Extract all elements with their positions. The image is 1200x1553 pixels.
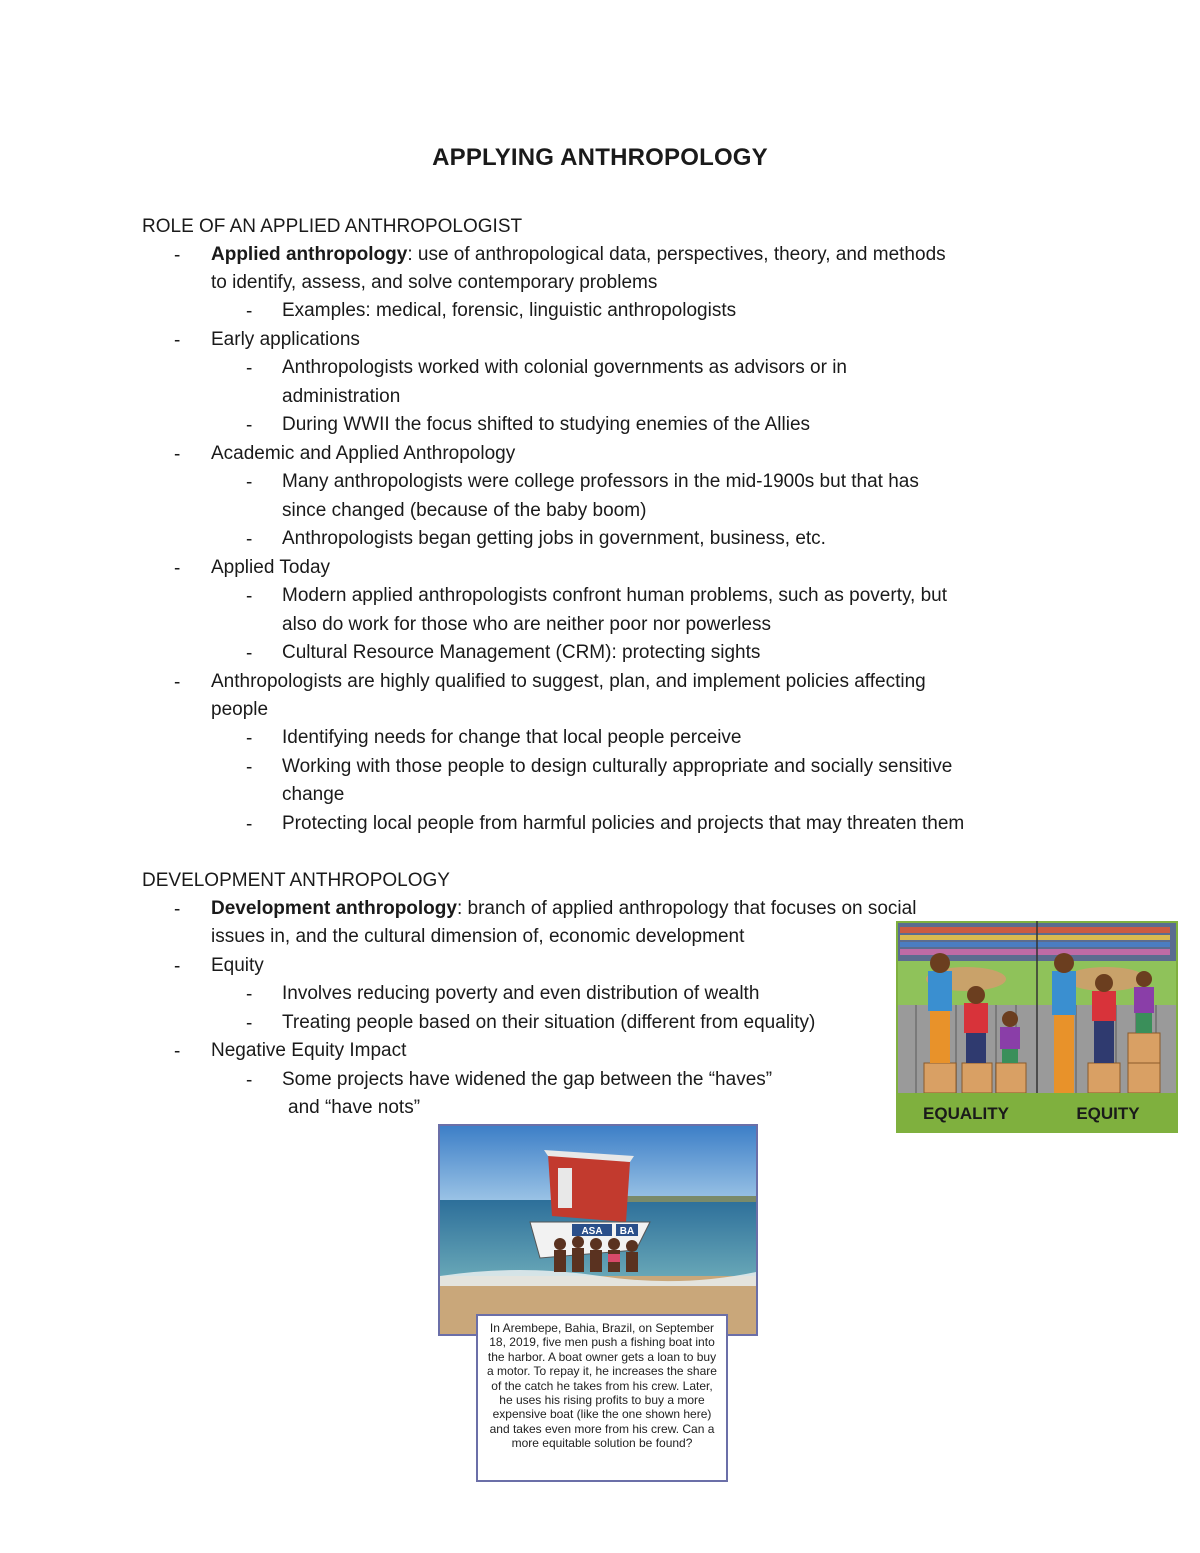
equality-label: EQUALITY: [923, 1104, 1009, 1123]
bullet-applied-anthropology: [211, 241, 946, 269]
boat-photo: [438, 1124, 758, 1336]
page-title: APPLYING ANTHROPOLOGY: [432, 144, 768, 171]
bullet-dash: -: [246, 984, 253, 1005]
term-applied-anthropology: Applied anthropology: [211, 244, 408, 265]
boat-photo-drawing: [440, 1126, 756, 1334]
equality-equity-drawing: [896, 921, 1178, 1133]
bullet-dash: -: [174, 245, 181, 266]
sub-bullet: Many anthropologists were college professors in the mid-1900s but that has: [282, 471, 919, 492]
equality-equity-illustration: [896, 921, 1178, 1133]
bullet-dash: -: [246, 1013, 253, 1034]
bullet-continuation: people: [211, 699, 269, 720]
bullet-dash: -: [174, 444, 181, 465]
bullet-anthropologists-qualified: Anthropologists are highly qualified to suggest, plan, and implement policies affecting: [211, 671, 926, 692]
sub-bullet: Working with those people to design culturally appropriate and socially sensitive: [282, 756, 953, 777]
bullet-continuation: to identify, assess, and solve contemporary problems: [211, 272, 658, 293]
sub-bullet-continuation: also do work for those who are neither poor nor powerless: [282, 614, 771, 635]
sub-bullet-continuation: since changed (because of the baby boom): [282, 500, 647, 521]
sub-bullet: Anthropologists began getting jobs in government, business, etc.: [282, 528, 826, 549]
bullet-dash: -: [246, 643, 253, 664]
bullet-dash: -: [246, 728, 253, 749]
boat-photo-caption: In Arembepe, Bahia, Brazil, on September 18, 2019, five men push a fishing boat into the harbor. A boat owner gets a loan to buy a motor. To repay it, he increases the share of the catch he takes from his crew. Later, he uses his rising profits to buy a more expensive boat (like the one shown here) and takes even more from his crew. Can a more equitable solution be found?: [476, 1314, 728, 1482]
term-development-anthropology: Development anthropology: [211, 898, 457, 919]
sub-bullet: Involves reducing poverty and even distribution of wealth: [282, 983, 760, 1004]
bullet-dash: -: [246, 1070, 253, 1091]
sub-bullet: During WWII the focus shifted to studying enemies of the Allies: [282, 414, 811, 435]
bullet-dash: -: [174, 672, 181, 693]
section-heading-development: DEVELOPMENT ANTHROPOLOGY: [142, 870, 450, 891]
sub-bullet: Modern applied anthropologists confront human problems, such as poverty, but: [282, 585, 948, 606]
bullet-dash: -: [246, 358, 253, 379]
bullet-dash: -: [246, 529, 253, 550]
sub-bullet: Cultural Resource Management (CRM): protecting sights: [282, 642, 761, 663]
sub-bullet-continuation: and “have nots”: [288, 1097, 421, 1118]
definition-text: : branch of applied anthropology that focuses on social: [456, 898, 917, 919]
definition-text: : use of anthropological data, perspectives, theory, and methods: [407, 244, 946, 265]
sub-bullet: Some projects have widened the gap between the “haves”: [282, 1069, 773, 1090]
sub-bullet: Protecting local people from harmful policies and projects that may threaten them: [282, 813, 965, 834]
bullet-dash: -: [174, 330, 181, 351]
bullet-negative-equity: Negative Equity Impact: [211, 1040, 407, 1061]
bullet-dash: -: [174, 956, 181, 977]
bullet-continuation: issues in, and the cultural dimension of, economic development: [211, 926, 745, 947]
bullet-dash: -: [246, 415, 253, 436]
boat-text-left: ASA: [581, 1226, 603, 1237]
sub-bullet-continuation: administration: [282, 386, 401, 407]
bullet-dash: -: [246, 757, 253, 778]
bullet-dash: -: [246, 586, 253, 607]
section-heading-role: ROLE OF AN APPLIED ANTHROPOLOGIST: [142, 216, 523, 237]
sub-bullet: Treating people based on their situation (different from equality): [282, 1012, 816, 1033]
bullet-dash: -: [246, 472, 253, 493]
bullet-dash: -: [174, 1041, 181, 1062]
bullet-dash: -: [174, 899, 181, 920]
sub-bullet: Examples: medical, forensic, linguistic anthropologists: [282, 300, 737, 321]
sub-bullet: Anthropologists worked with colonial governments as advisors or in: [282, 357, 847, 378]
equity-label: EQUITY: [1076, 1104, 1140, 1123]
bullet-dash: -: [174, 558, 181, 579]
bullet-applied-today: Applied Today: [211, 557, 331, 578]
sub-bullet-continuation: change: [282, 784, 345, 805]
boat-text-right: BA: [619, 1226, 635, 1237]
bullet-development-anthropology: [211, 895, 916, 923]
bullet-academic-applied: Academic and Applied Anthropology: [211, 443, 516, 464]
bullet-equity: Equity: [211, 955, 264, 976]
bullet-dash: -: [246, 814, 253, 835]
bullet-early-applications: Early applications: [211, 329, 360, 350]
bullet-dash: -: [246, 301, 253, 322]
sub-bullet: Identifying needs for change that local people perceive: [282, 727, 742, 748]
